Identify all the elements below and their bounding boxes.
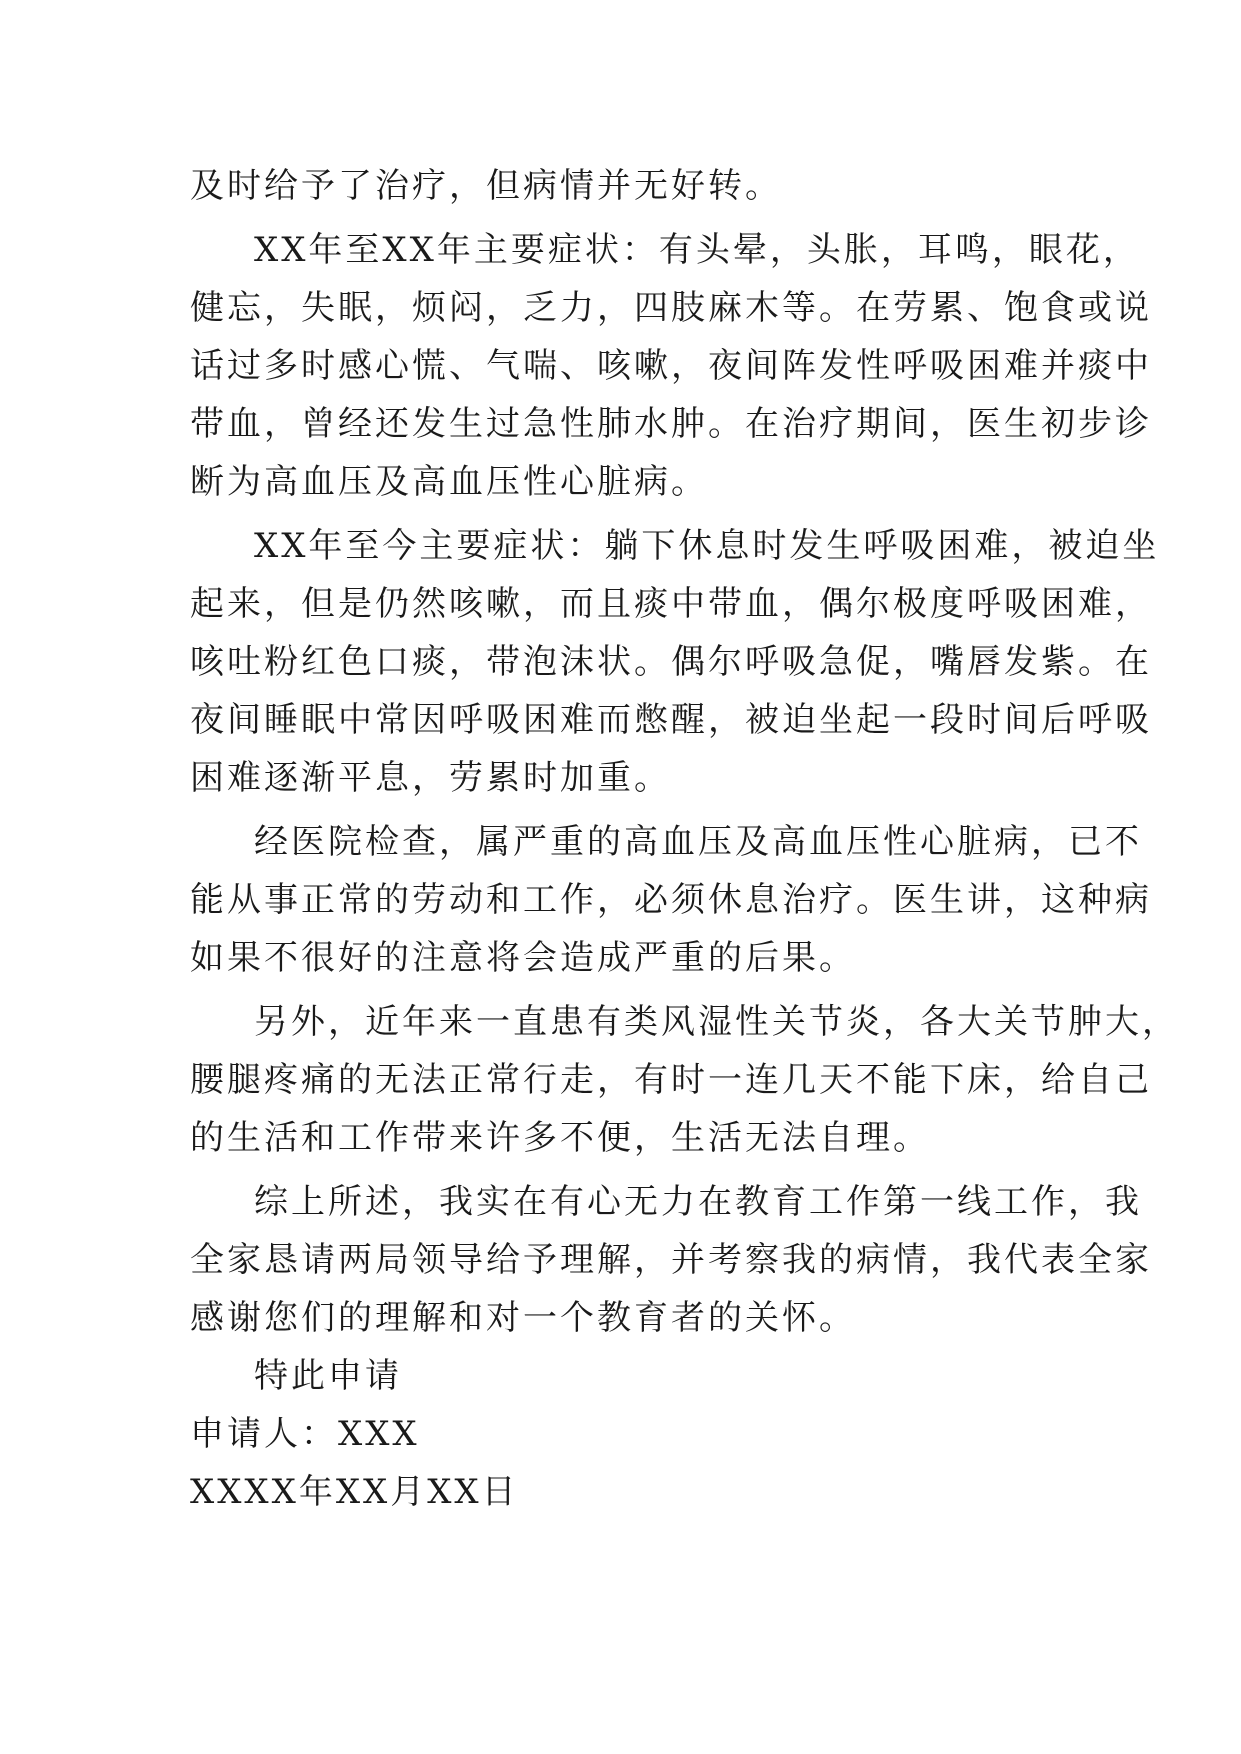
applicant-line: 申请人：XXX (190, 1414, 420, 1454)
closing-line: 特此申请 (254, 1356, 402, 1396)
paragraph-line: XX年至今主要症状：躺下休息时发生呼吸困难，被迫坐 (254, 526, 1160, 566)
paragraph-line: 另外，近年来一直患有类风湿性关节炎，各大关节肿大， (254, 1002, 1179, 1042)
date-line: XXXX年XX月XX日 (190, 1472, 519, 1512)
paragraph-line: 及时给予了治疗，但病情并无好转。 (190, 166, 782, 206)
paragraph-line: 全家恳请两局领导给予理解，并考察我的病情，我代表全家 (190, 1240, 1152, 1280)
paragraph-line: 带血，曾经还发生过急性肺水肿。在治疗期间，医生初步诊 (190, 404, 1152, 444)
paragraph-line: 健忘，失眠，烦闷，乏力，四肢麻木等。在劳累、饱食或说 (190, 288, 1152, 328)
paragraph-line: 起来，但是仍然咳嗽，而且痰中带血，偶尔极度呼吸困难， (190, 584, 1152, 624)
paragraph-line: 夜间睡眠中常因呼吸困难而憋醒，被迫坐起一段时间后呼吸 (190, 700, 1152, 740)
document-body (190, 157, 1179, 1521)
paragraph-line: 断为高血压及高血压性心脏病。 (190, 462, 708, 502)
paragraph-line: 困难逐渐平息，劳累时加重。 (190, 758, 671, 798)
paragraph-line: 感谢您们的理解和对一个教育者的关怀。 (190, 1298, 856, 1338)
paragraph-line: 经医院检查，属严重的高血压及高血压性心脏病，已不 (254, 822, 1142, 862)
paragraph-line: 能从事正常的劳动和工作，必须休息治疗。医生讲，这种病 (190, 880, 1152, 920)
paragraph-line: 话过多时感心慌、气喘、咳嗽，夜间阵发性呼吸困难并痰中 (190, 346, 1152, 386)
paragraph-line: 如果不很好的注意将会造成严重的后果。 (190, 938, 856, 978)
paragraph-line: XX年至XX年主要症状：有头晕，头胀，耳鸣，眼花， (254, 230, 1140, 270)
paragraph-line: 综上所述，我实在有心无力在教育工作第一线工作，我 (254, 1182, 1142, 1222)
paragraph-line: 的生活和工作带来许多不便，生活无法自理。 (190, 1118, 930, 1158)
paragraph-line: 腰腿疼痛的无法正常行走，有时一连几天不能下床，给自己 (190, 1060, 1152, 1100)
paragraph-line: 咳吐粉红色口痰，带泡沫状。偶尔呼吸急促，嘴唇发紫。在 (190, 642, 1152, 682)
